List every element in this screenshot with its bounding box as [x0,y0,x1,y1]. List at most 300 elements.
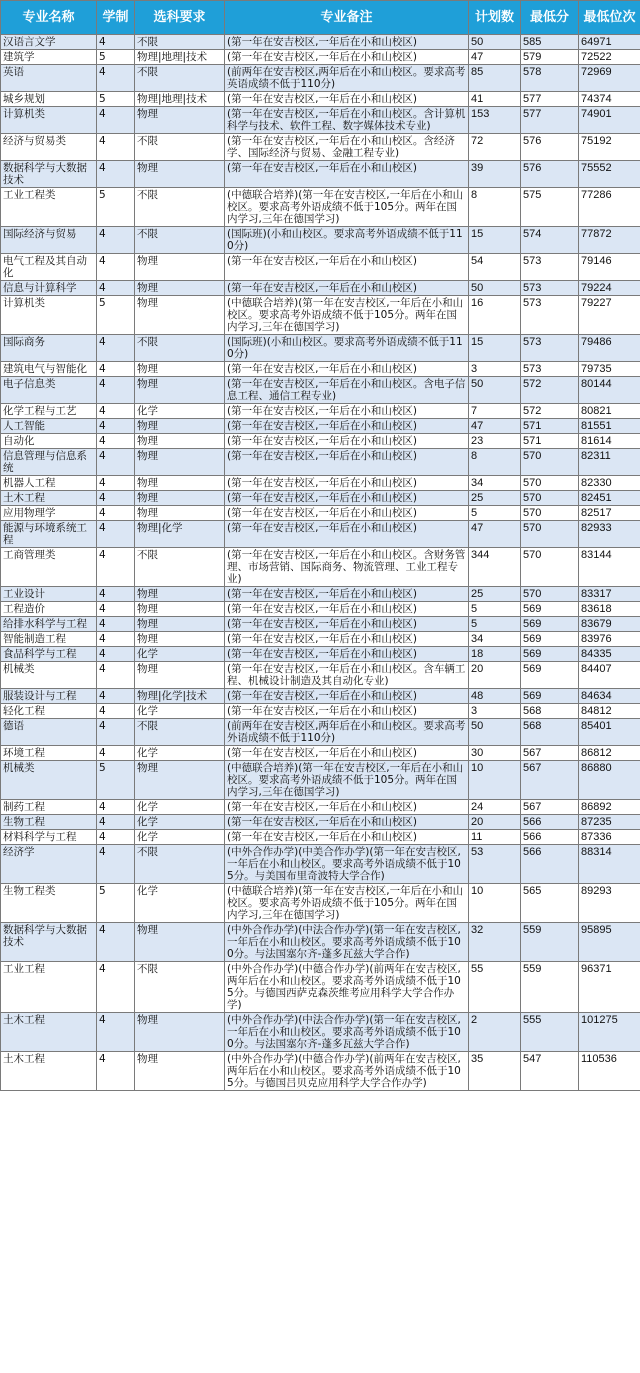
cell-plan: 344 [469,548,521,587]
cell-min-rank: 83976 [579,632,640,647]
cell-plan: 72 [469,134,521,161]
cell-min-score: 569 [521,617,579,632]
cell-years: 4 [97,704,135,719]
cell-min-score: 567 [521,800,579,815]
cell-min-rank: 86880 [579,761,640,800]
cell-min-score: 567 [521,761,579,800]
cell-plan: 50 [469,377,521,404]
cell-note: (中外合作办学)(中法合作办学)(第一年在安吉校区,一年后在小和山校区。要求高考外语成绩不低于100分。与法国塞尔齐-蓬多瓦兹大学合作) [225,1013,469,1052]
table-row [1,92,640,107]
cell-min-rank: 64971 [579,35,640,50]
cell-plan: 8 [469,449,521,476]
cell-note: (中德联合培养)(第一年在安吉校区,一年后在小和山校区。要求高考外语成绩不低于105分。两年在国内学习,三年在德国学习) [225,884,469,923]
cell-plan: 34 [469,632,521,647]
cell-min-rank: 81614 [579,434,640,449]
cell-major: 计算机类 [1,296,97,335]
cell-major: 信息与计算科学 [1,281,97,296]
cell-major: 环境工程 [1,746,97,761]
cell-min-score: 565 [521,884,579,923]
cell-min-score: 572 [521,404,579,419]
cell-min-score: 570 [521,506,579,521]
cell-subject: 不限 [135,335,225,362]
cell-subject: 化学 [135,404,225,419]
cell-min-rank: 79735 [579,362,640,377]
header-subject: 选科要求 [135,1,225,35]
cell-min-score: 568 [521,719,579,746]
cell-subject: 化学 [135,704,225,719]
cell-major: 工业设计 [1,587,97,602]
cell-min-rank: 75192 [579,134,640,161]
cell-subject: 物理 [135,617,225,632]
table-row [1,362,640,377]
header-note: 专业备注 [225,1,469,35]
cell-plan: 15 [469,227,521,254]
cell-subject: 不限 [135,188,225,227]
cell-min-rank: 86892 [579,800,640,815]
cell-major: 食品科学与工程 [1,647,97,662]
cell-note: (中外合作办学)(中美合作办学)(第一年在安吉校区,一年后在小和山校区。要求高考外语成绩不低于105分。与美国布里奇波特大学合作) [225,845,469,884]
cell-min-score: 575 [521,188,579,227]
cell-note: (第一年在安吉校区,一年后在小和山校区) [225,800,469,815]
cell-subject: 化学 [135,815,225,830]
cell-subject: 物理 [135,602,225,617]
cell-plan: 23 [469,434,521,449]
cell-subject: 物理 [135,923,225,962]
cell-min-rank: 110536 [579,1052,640,1091]
header-major: 专业名称 [1,1,97,35]
cell-min-rank: 74374 [579,92,640,107]
cell-plan: 32 [469,923,521,962]
cell-years: 4 [97,689,135,704]
cell-min-score: 577 [521,107,579,134]
cell-plan: 16 [469,296,521,335]
cell-subject: 物理 [135,1013,225,1052]
cell-major: 工商管理类 [1,548,97,587]
cell-subject: 不限 [135,134,225,161]
table-row [1,188,640,227]
cell-years: 4 [97,476,135,491]
cell-min-score: 569 [521,647,579,662]
cell-plan: 20 [469,662,521,689]
cell-years: 4 [97,335,135,362]
cell-years: 4 [97,65,135,92]
cell-min-rank: 83618 [579,602,640,617]
cell-plan: 11 [469,830,521,845]
cell-major: 能源与环境系统工程 [1,521,97,548]
cell-plan: 47 [469,521,521,548]
cell-major: 信息管理与信息系统 [1,449,97,476]
table-row [1,704,640,719]
table-row [1,476,640,491]
cell-subject: 不限 [135,845,225,884]
cell-years: 5 [97,761,135,800]
cell-plan: 47 [469,419,521,434]
cell-plan: 47 [469,50,521,65]
table-row [1,35,640,50]
cell-note: (第一年在安吉校区,一年后在小和山校区) [225,746,469,761]
cell-subject: 不限 [135,227,225,254]
cell-note: (前两年在安吉校区,两年后在小和山校区。要求高考外语成绩不低于110分) [225,719,469,746]
table-row [1,761,640,800]
cell-note: (中外合作办学)(中法合作办学)(第一年在安吉校区,一年后在小和山校区。要求高考外语成绩不低于100分。与法国塞尔齐-蓬多瓦兹大学合作) [225,923,469,962]
cell-years: 4 [97,404,135,419]
table-row [1,521,640,548]
cell-min-rank: 81551 [579,419,640,434]
cell-min-rank: 79486 [579,335,640,362]
cell-min-rank: 84634 [579,689,640,704]
table-row [1,923,640,962]
cell-min-rank: 82517 [579,506,640,521]
cell-note: (第一年在安吉校区,一年后在小和山校区) [225,689,469,704]
cell-note: (前两年在安吉校区,两年后在小和山校区。要求高考英语成绩不低于110分) [225,65,469,92]
cell-years: 4 [97,134,135,161]
cell-note: (第一年在安吉校区,一年后在小和山校区) [225,521,469,548]
cell-note: (第一年在安吉校区,一年后在小和山校区) [225,587,469,602]
cell-subject: 物理 [135,161,225,188]
cell-major: 化学工程与工艺 [1,404,97,419]
cell-min-rank: 83317 [579,587,640,602]
cell-note: (中德联合培养)(第一年在安吉校区,一年后在小和山校区。要求高考外语成绩不低于105分。两年在国内学习,三年在德国学习) [225,761,469,800]
cell-subject: 化学 [135,800,225,815]
table-row [1,227,640,254]
cell-major: 工程造价 [1,602,97,617]
table-row [1,830,640,845]
cell-major: 生物工程类 [1,884,97,923]
cell-min-rank: 79146 [579,254,640,281]
cell-subject: 不限 [135,962,225,1013]
cell-note: (第一年在安吉校区,一年后在小和山校区) [225,704,469,719]
cell-min-rank: 82311 [579,449,640,476]
cell-min-rank: 86812 [579,746,640,761]
cell-years: 4 [97,830,135,845]
cell-min-rank: 72522 [579,50,640,65]
cell-note: (第一年在安吉校区,一年后在小和山校区) [225,35,469,50]
cell-subject: 物理 [135,506,225,521]
cell-min-rank: 95895 [579,923,640,962]
cell-plan: 55 [469,962,521,1013]
cell-min-score: 570 [521,476,579,491]
cell-min-rank: 83144 [579,548,640,587]
cell-plan: 50 [469,35,521,50]
cell-years: 5 [97,884,135,923]
cell-note: (中外合作办学)(中德合作办学)(前两年在安吉校区,两年后在小和山校区。要求高考外语成绩不低于105分。与德国西萨克森茨维考应用科学大学合作办学) [225,962,469,1013]
table-row [1,1052,640,1091]
cell-subject: 物理 [135,254,225,281]
cell-major: 建筑电气与智能化 [1,362,97,377]
cell-min-score: 573 [521,296,579,335]
cell-min-score: 570 [521,449,579,476]
cell-years: 4 [97,161,135,188]
cell-major: 工业工程类 [1,188,97,227]
cell-note: (第一年在安吉校区,一年后在小和山校区) [225,434,469,449]
table-row [1,632,640,647]
cell-note: (第一年在安吉校区,一年后在小和山校区) [225,281,469,296]
cell-plan: 30 [469,746,521,761]
cell-plan: 5 [469,602,521,617]
cell-note: (第一年在安吉校区,一年后在小和山校区) [225,449,469,476]
cell-min-rank: 82933 [579,521,640,548]
cell-plan: 24 [469,800,521,815]
table-row [1,281,640,296]
cell-major: 电气工程及其自动化 [1,254,97,281]
cell-major: 土木工程 [1,491,97,506]
cell-subject: 物理|化学|技术 [135,689,225,704]
cell-subject: 物理 [135,377,225,404]
cell-min-score: 555 [521,1013,579,1052]
cell-years: 4 [97,815,135,830]
cell-major: 自动化 [1,434,97,449]
cell-major: 经济与贸易类 [1,134,97,161]
cell-min-rank: 84407 [579,662,640,689]
cell-years: 4 [97,419,135,434]
cell-years: 4 [97,587,135,602]
cell-min-rank: 79224 [579,281,640,296]
cell-plan: 50 [469,719,521,746]
cell-subject: 物理 [135,434,225,449]
table-row [1,962,640,1013]
cell-years: 5 [97,296,135,335]
cell-subject: 物理|地理|技术 [135,92,225,107]
cell-plan: 20 [469,815,521,830]
cell-subject: 物理|化学 [135,521,225,548]
cell-plan: 8 [469,188,521,227]
cell-subject: 化学 [135,884,225,923]
cell-years: 4 [97,35,135,50]
cell-subject: 物理 [135,491,225,506]
cell-min-score: 566 [521,815,579,830]
cell-years: 4 [97,632,135,647]
cell-major: 材料科学与工程 [1,830,97,845]
cell-major: 城乡规划 [1,92,97,107]
cell-min-rank: 79227 [579,296,640,335]
cell-plan: 50 [469,281,521,296]
cell-major: 德语 [1,719,97,746]
cell-min-score: 576 [521,161,579,188]
cell-note: (第一年在安吉校区,一年后在小和山校区。含财务管理、市场营销、国际商务、物流管理、工业工程专业) [225,548,469,587]
cell-years: 4 [97,227,135,254]
cell-major: 生物工程 [1,815,97,830]
cell-subject: 物理 [135,107,225,134]
cell-years: 4 [97,434,135,449]
table-row [1,491,640,506]
table-row [1,647,640,662]
cell-min-rank: 89293 [579,884,640,923]
cell-subject: 物理 [135,632,225,647]
cell-note: (第一年在安吉校区,一年后在小和山校区) [225,506,469,521]
cell-min-score: 569 [521,689,579,704]
header-min-score: 最低分 [521,1,579,35]
cell-min-rank: 83679 [579,617,640,632]
table-row [1,419,640,434]
cell-note: (第一年在安吉校区,一年后在小和山校区) [225,647,469,662]
cell-subject: 不限 [135,65,225,92]
cell-min-score: 570 [521,548,579,587]
table-row [1,377,640,404]
table-row [1,800,640,815]
cell-min-score: 566 [521,845,579,884]
cell-years: 4 [97,662,135,689]
cell-plan: 2 [469,1013,521,1052]
cell-plan: 54 [469,254,521,281]
cell-subject: 不限 [135,35,225,50]
cell-note: (第一年在安吉校区,一年后在小和山校区) [225,617,469,632]
header-min-rank: 最低位次 [579,1,640,35]
cell-years: 4 [97,719,135,746]
table-row [1,335,640,362]
cell-subject: 化学 [135,647,225,662]
cell-min-score: 577 [521,92,579,107]
cell-years: 4 [97,746,135,761]
table-row [1,107,640,134]
cell-min-score: 567 [521,746,579,761]
cell-min-rank: 101275 [579,1013,640,1052]
cell-years: 4 [97,107,135,134]
cell-years: 4 [97,491,135,506]
cell-min-score: 570 [521,587,579,602]
cell-note: (第一年在安吉校区,一年后在小和山校区。含车辆工程、机械设计制造及其自动化专业) [225,662,469,689]
cell-plan: 18 [469,647,521,662]
table-row [1,602,640,617]
table-row [1,434,640,449]
cell-subject: 物理 [135,761,225,800]
cell-min-rank: 75552 [579,161,640,188]
cell-min-score: 547 [521,1052,579,1091]
cell-years: 4 [97,254,135,281]
cell-min-score: 572 [521,377,579,404]
table-row [1,134,640,161]
cell-min-score: 573 [521,281,579,296]
cell-subject: 化学 [135,830,225,845]
cell-years: 4 [97,449,135,476]
cell-plan: 10 [469,761,521,800]
cell-note: (第一年在安吉校区,一年后在小和山校区。含电子信息工程、通信工程专业) [225,377,469,404]
table-row [1,689,640,704]
cell-min-score: 571 [521,434,579,449]
cell-subject: 不限 [135,548,225,587]
cell-major: 机械类 [1,761,97,800]
cell-plan: 25 [469,587,521,602]
cell-years: 4 [97,800,135,815]
cell-min-score: 570 [521,491,579,506]
table-row [1,746,640,761]
cell-major: 计算机类 [1,107,97,134]
cell-major: 智能制造工程 [1,632,97,647]
cell-min-rank: 87235 [579,815,640,830]
cell-min-rank: 80144 [579,377,640,404]
cell-subject: 化学 [135,746,225,761]
table-row [1,296,640,335]
cell-note: (第一年在安吉校区,一年后在小和山校区) [225,161,469,188]
cell-note: (第一年在安吉校区,一年后在小和山校区) [225,50,469,65]
cell-major: 机器人工程 [1,476,97,491]
cell-major: 土木工程 [1,1052,97,1091]
cell-min-score: 571 [521,419,579,434]
cell-min-score: 566 [521,830,579,845]
cell-subject: 物理 [135,1052,225,1091]
cell-note: (第一年在安吉校区,一年后在小和山校区) [225,491,469,506]
cell-major: 数据科学与大数据技术 [1,923,97,962]
table-row [1,884,640,923]
cell-note: (第一年在安吉校区,一年后在小和山校区) [225,362,469,377]
table-row [1,548,640,587]
cell-years: 4 [97,923,135,962]
cell-note: (第一年在安吉校区,一年后在小和山校区) [225,602,469,617]
cell-years: 4 [97,962,135,1013]
cell-plan: 10 [469,884,521,923]
cell-plan: 25 [469,491,521,506]
cell-major: 数据科学与大数据技术 [1,161,97,188]
cell-plan: 35 [469,1052,521,1091]
cell-min-score: 585 [521,35,579,50]
cell-note: (国际班)(小和山校区。要求高考外语成绩不低于110分) [225,227,469,254]
cell-plan: 41 [469,92,521,107]
cell-min-score: 559 [521,923,579,962]
cell-major: 英语 [1,65,97,92]
table-body [1,35,640,1091]
cell-min-rank: 72969 [579,65,640,92]
cell-min-score: 579 [521,50,579,65]
cell-plan: 34 [469,476,521,491]
cell-subject: 物理 [135,476,225,491]
cell-note: (第一年在安吉校区,一年后在小和山校区) [225,632,469,647]
cell-note: (第一年在安吉校区,一年后在小和山校区) [225,254,469,281]
cell-years: 4 [97,617,135,632]
cell-min-score: 573 [521,335,579,362]
cell-note: (第一年在安吉校区,一年后在小和山校区) [225,815,469,830]
table-row [1,65,640,92]
cell-note: (第一年在安吉校区,一年后在小和山校区。含计算机科学与技术、软件工程、数字媒体技术专业) [225,107,469,134]
table-row [1,845,640,884]
cell-note: (第一年在安吉校区,一年后在小和山校区) [225,419,469,434]
cell-min-rank: 85401 [579,719,640,746]
cell-subject: 物理 [135,362,225,377]
header-plan: 计划数 [469,1,521,35]
cell-min-rank: 87336 [579,830,640,845]
table-row [1,506,640,521]
cell-subject: 物理 [135,662,225,689]
cell-years: 4 [97,647,135,662]
cell-min-rank: 82451 [579,491,640,506]
table-row [1,719,640,746]
cell-major: 给排水科学与工程 [1,617,97,632]
cell-major: 轻化工程 [1,704,97,719]
cell-major: 经济学 [1,845,97,884]
cell-years: 4 [97,548,135,587]
cell-min-rank: 96371 [579,962,640,1013]
cell-plan: 53 [469,845,521,884]
cell-plan: 7 [469,404,521,419]
cell-subject: 物理 [135,281,225,296]
cell-min-rank: 80821 [579,404,640,419]
cell-plan: 3 [469,362,521,377]
cell-plan: 15 [469,335,521,362]
cell-note: (第一年在安吉校区,一年后在小和山校区) [225,404,469,419]
cell-major: 国际经济与贸易 [1,227,97,254]
cell-min-score: 576 [521,134,579,161]
cell-subject: 物理 [135,587,225,602]
cell-plan: 5 [469,506,521,521]
cell-major: 建筑学 [1,50,97,65]
cell-years: 4 [97,506,135,521]
cell-years: 4 [97,1013,135,1052]
table-row [1,254,640,281]
cell-note: (第一年在安吉校区,一年后在小和山校区。含经济学、国际经济与贸易、金融工程专业) [225,134,469,161]
table-row [1,50,640,65]
cell-note: (国际班)(小和山校区。要求高考外语成绩不低于110分) [225,335,469,362]
cell-note: (中德联合培养)(第一年在安吉校区,一年后在小和山校区。要求高考外语成绩不低于105分。两年在国内学习,三年在德国学习) [225,296,469,335]
cell-plan: 39 [469,161,521,188]
cell-plan: 3 [469,704,521,719]
